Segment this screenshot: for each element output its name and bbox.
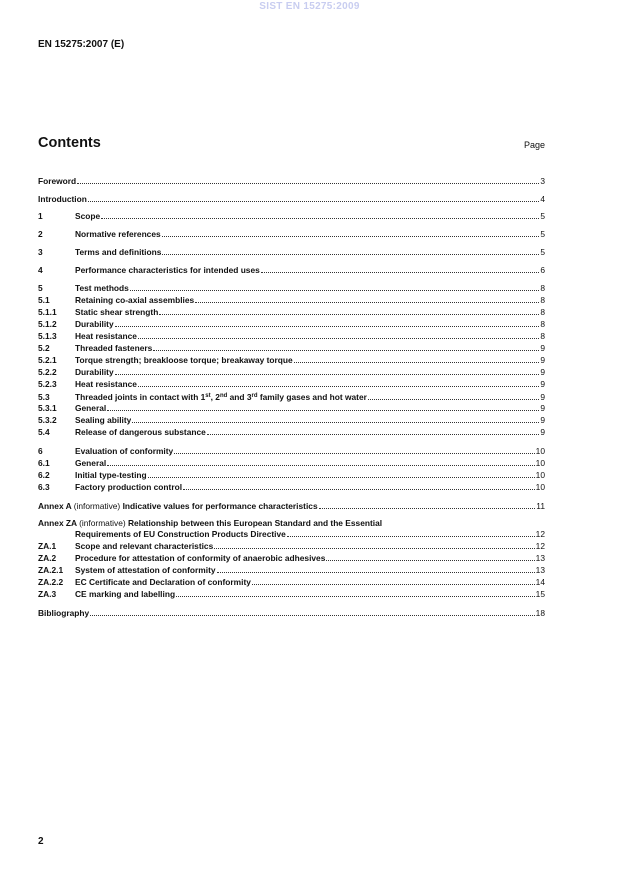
toc-title: Durability: [75, 367, 114, 377]
toc-entry: [38, 176, 545, 187]
toc-entry: [38, 355, 545, 366]
dot-leader: [183, 489, 535, 490]
toc-title: Initial type-testing: [75, 470, 147, 480]
toc-entry: [38, 415, 545, 426]
toc-number: 1: [38, 211, 43, 221]
toc-page: 9: [540, 367, 545, 377]
toc-page: 5: [540, 211, 545, 221]
toc-number: 5.1.3: [38, 331, 57, 341]
toc-entry: [38, 553, 545, 564]
toc-title: Evaluation of conformity: [75, 446, 174, 456]
toc-entry: [38, 446, 545, 457]
toc-title: Foreword: [38, 176, 77, 186]
toc-title: Scope and relevant characteristics: [75, 541, 214, 551]
dot-leader: [138, 338, 539, 339]
toc-entry: [38, 367, 545, 378]
toc-entry: [38, 319, 545, 330]
sist-watermark: SIST EN 15275:2009: [259, 1, 360, 12]
toc-entry: [38, 283, 545, 294]
toc-number: 3: [38, 247, 43, 257]
toc-number: 5.3.1: [38, 403, 57, 413]
toc-title: Normative references: [75, 229, 161, 239]
dot-leader: [214, 548, 534, 549]
ordinal-suffix: st: [205, 393, 211, 399]
toc-title: Static shear strength: [75, 307, 159, 317]
toc-page: 9: [540, 379, 545, 389]
toc-title: System of attestation of conformity: [75, 565, 216, 575]
toc-number: 5.2.1: [38, 355, 57, 365]
toc-title: Sealing ability: [75, 415, 132, 425]
toc-page: 6: [540, 265, 545, 275]
toc-entry: [38, 565, 545, 576]
toc-number: 5.2.2: [38, 367, 57, 377]
toc-entry: [38, 470, 545, 481]
toc-title: Heat resistance: [75, 331, 137, 341]
toc-page: 13: [535, 565, 545, 575]
toc-page: 9: [540, 343, 545, 353]
toc-title: Performance characteristics for intended uses: [75, 265, 260, 275]
toc-number: ZA.2.2: [38, 577, 64, 587]
toc-page: 11: [536, 501, 545, 511]
toc-number: 5.2.3: [38, 379, 57, 389]
toc-number: 5.4: [38, 427, 50, 437]
toc-page: 14: [535, 577, 545, 587]
dot-leader: [148, 477, 535, 478]
toc-page: 8: [540, 331, 545, 341]
toc-page: 9: [540, 355, 545, 365]
dot-leader: [176, 596, 535, 597]
toc-title: Bibliography: [38, 608, 90, 618]
ordinal-suffix: rd: [251, 393, 258, 399]
toc-entry: [38, 379, 545, 390]
toc-number: 6: [38, 446, 43, 456]
toc-entry: [38, 403, 545, 414]
toc-title: Torque strength; breakloose torque; breakaway torque: [75, 355, 293, 365]
toc-number: ZA.1: [38, 541, 57, 551]
toc-page: 12: [535, 529, 545, 539]
toc-title: Requirements of EU Construction Products Directive: [75, 529, 286, 539]
toc-entry: [38, 307, 545, 318]
toc-number: 5.3: [38, 392, 50, 402]
toc-title: EC Certificate and Declaration of conformity: [75, 577, 251, 587]
dot-leader: [207, 434, 540, 435]
toc-entry: [38, 577, 545, 588]
dot-leader: [217, 572, 535, 573]
toc-page: 8: [540, 307, 545, 317]
toc-entry: [38, 482, 545, 493]
toc-entry: [38, 391, 545, 403]
toc-entry: [38, 541, 545, 552]
title-part: and 3: [227, 392, 252, 402]
toc-page: 9: [540, 392, 545, 402]
toc-title: Threaded fasteners: [75, 343, 153, 353]
toc-page: 10: [535, 446, 545, 456]
toc-page: 10: [535, 458, 545, 468]
toc-number: 4: [38, 265, 43, 275]
toc-title: General: [75, 458, 107, 468]
toc-title: General: [75, 403, 107, 413]
toc-entry: [38, 501, 545, 512]
page-number: 2: [38, 836, 44, 847]
dot-leader: [261, 272, 540, 273]
toc-number: 5.3.2: [38, 415, 57, 425]
toc-number: 5.1: [38, 295, 50, 305]
toc-entry: [38, 194, 545, 205]
dot-leader: [195, 302, 539, 303]
toc-title: Test methods: [75, 283, 129, 293]
toc-title: Heat resistance: [75, 379, 137, 389]
ordinal-suffix: nd: [219, 393, 228, 399]
toc-annex-line: [38, 518, 382, 529]
dot-leader: [368, 399, 539, 400]
dot-leader: [138, 386, 539, 387]
toc-number: 2: [38, 229, 43, 239]
dot-leader: [101, 218, 539, 219]
annex-label: Annex ZA: [38, 518, 77, 528]
toc-page: 9: [540, 403, 545, 413]
toc-title: Retaining co-axial assemblies: [75, 295, 195, 305]
toc-number: 5.1.2: [38, 319, 57, 329]
toc-entry: [38, 529, 545, 540]
toc-page: 9: [540, 415, 545, 425]
dot-leader: [294, 362, 540, 363]
title-part: , 2: [210, 392, 220, 402]
dot-leader: [153, 350, 539, 351]
toc-entry: [38, 331, 545, 342]
toc-page: 13: [535, 553, 545, 563]
toc-number: ZA.2.1: [38, 565, 64, 575]
toc-page: 8: [540, 319, 545, 329]
toc-title: Durability: [75, 319, 114, 329]
dot-leader: [287, 536, 535, 537]
dot-leader: [174, 453, 534, 454]
document-header: EN 15275:2007 (E): [38, 39, 125, 50]
dot-leader: [162, 236, 540, 237]
toc-page: 10: [535, 470, 545, 480]
toc-entry: [38, 247, 545, 258]
dot-leader: [162, 254, 539, 255]
toc-entry: [38, 211, 545, 222]
dot-leader: [115, 326, 540, 327]
dot-leader: [107, 410, 539, 411]
dot-leader: [107, 465, 534, 466]
toc-page: 10: [535, 482, 545, 492]
toc-number: 5: [38, 283, 43, 293]
toc-entry: [38, 427, 545, 438]
toc-title: Introduction: [38, 194, 87, 204]
toc-entry: [38, 343, 545, 354]
dot-leader: [77, 183, 539, 184]
toc-entry: [38, 589, 545, 600]
contents-heading: Contents: [38, 135, 101, 151]
toc-number: ZA.3: [38, 589, 57, 599]
dot-leader: [115, 374, 540, 375]
toc-entry: [38, 265, 545, 276]
page-column-label: Page: [523, 140, 545, 150]
toc-page: 5: [540, 229, 545, 239]
toc-title: CE marking and labelling: [75, 589, 176, 599]
toc-title: Procedure for attestation of conformity of anaerobic adhesives: [75, 553, 326, 563]
toc-page: 3: [540, 176, 545, 186]
toc-number: ZA.2: [38, 553, 57, 563]
annex-informative: (informative): [79, 518, 126, 528]
toc-page: 4: [540, 194, 545, 204]
toc-page: 15: [535, 589, 545, 599]
toc-title: Terms and definitions: [75, 247, 162, 257]
toc-number: 5.1.1: [38, 307, 57, 317]
toc-page: 9: [540, 427, 545, 437]
title-part: Threaded joints in contact with 1: [75, 392, 206, 402]
toc-number: 5.2: [38, 343, 50, 353]
toc-number: 6.1: [38, 458, 50, 468]
toc-page: 8: [540, 295, 545, 305]
toc-page: 18: [535, 608, 545, 618]
toc-entry: [38, 295, 545, 306]
toc-title: [38, 501, 318, 512]
dot-leader: [90, 615, 534, 616]
dot-leader: [319, 508, 536, 509]
toc-title: Scope: [75, 211, 101, 221]
toc-title: Factory production control: [75, 482, 183, 492]
dot-leader: [132, 422, 539, 423]
dot-leader: [88, 201, 539, 202]
title-part: family gases and hot water: [257, 392, 367, 402]
toc-page: 5: [540, 247, 545, 257]
annex-label: Annex A: [38, 501, 72, 511]
annex-title: Indicative values for performance characteristics: [122, 501, 318, 511]
dot-leader: [159, 314, 539, 315]
annex-title: Relationship between this European Standard and the Essential: [127, 518, 383, 528]
toc-title: Release of dangerous substance: [75, 427, 206, 437]
toc-entry: [38, 229, 545, 240]
dot-leader: [326, 560, 534, 561]
toc-number: 6.3: [38, 482, 50, 492]
toc-entry: [38, 458, 545, 469]
toc-page: 12: [535, 541, 545, 551]
dot-leader: [252, 584, 535, 585]
toc-title: [75, 391, 367, 403]
annex-informative: (informative): [73, 501, 121, 511]
toc-number: 6.2: [38, 470, 50, 480]
dot-leader: [130, 290, 540, 291]
toc-entry: [38, 608, 545, 619]
toc-page: 8: [540, 283, 545, 293]
